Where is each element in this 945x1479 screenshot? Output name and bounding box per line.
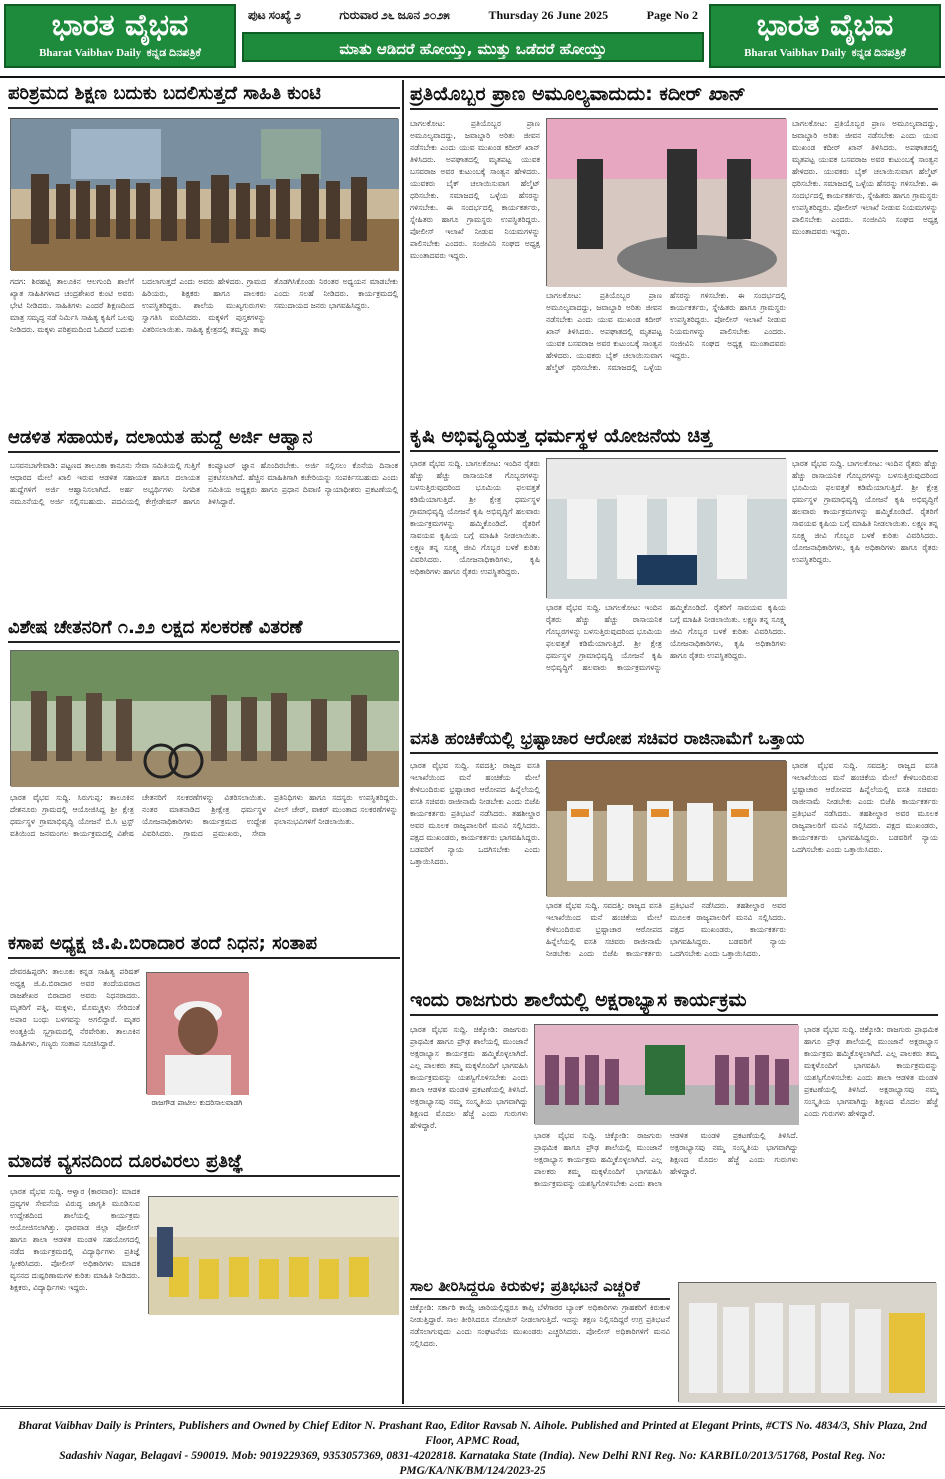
headline: ಆಡಳಿತ ಸಹಾಯಕ, ದಲಾಯತ ಹುದ್ದೆ ಅರ್ಜಿ ಆಹ್ವಾನ — [8, 428, 400, 453]
masthead-logo-right — [709, 4, 941, 68]
article-body: ಭಾರತ ವೈಭವ ಸುದ್ದಿ. ಸಿರುಗುಪ್ಪ: ತಾಲೂಕಿನ ದೇಶನೂರು ಗ್ರಾಮದಲ್ಲಿ ಆಯೋಜಿಸಿದ್ದ ಶ್ರೀ ಕ್ಷೇತ್ರ ಧರ್ಮಸ್ಥಳ ಗ್ರಾಮಾಭಿವೃದ್ಧಿ ಯೋಜನೆ ಬಿ.ಸಿ ಟ್ರಸ್ಟ್ ವತಿಯಿಂದ ಜನಮಂಗಲ ಕಾರ್ಯಕ್ರಮದಲ್ಲಿ ವಿಶೇಷ ಚೇತನರಿಗೆ ಸಲಕರಣೆಗಳನ್ನು ವಿತರಿಸಲಾಯಿತು. ನಂತರ ಮಾತನಾಡಿದ ಶ್ರೀಕ್ಷೇತ್ರ ಧರ್ಮಸ್ಥಳ ಯೋಜನಾಧಿಕಾರಿಗಳು ಕಾರ್ಯಕ್ರಮದ ಉದ್ದೇಶ ವಿವರಿಸಿದರು. ಗ್ರಾಮದ ಪ್ರಮುಖರು, ಸೇವಾ ಪ್ರತಿನಿಧಿಗಳು ಹಾಗೂ ಸದಸ್ಯರು ಉಪಸ್ಥಿತರಿದ್ದರು. ವೀಲ್ ಚೇರ್, ವಾಕರ್ ಮುಂತಾದ ಸಲಕರಣೆಗಳನ್ನು ಫಲಾನುಭವಿಗಳಿಗೆ ನೀಡಲಾಯಿತು. — [10, 793, 398, 838]
portrait-photo — [146, 972, 248, 1094]
headline: ಕೃಷಿ ಅಭಿವೃದ್ಧಿಯತ್ತ ಧರ್ಮಸ್ಥಳ ಯೋಜನೆಯ ಚಿತ್ತ — [410, 426, 938, 452]
page-number: Page No 2 — [646, 8, 698, 22]
logo-subtitle — [6, 46, 234, 60]
headline: ಪ್ರತಿಯೊಬ್ಬರ ಪ್ರಾಣ ಅಮೂಲ್ಯವಾದುದು: ಕದೀರ್ ಖಾನ್ — [410, 84, 938, 110]
column-divider — [402, 80, 404, 1404]
photo-image — [535, 1025, 799, 1125]
article-body-col2: ಬಾಗಲಕೋಟ: ಪ್ರತಿಯೊಬ್ಬರ ಪ್ರಾಣ ಅಮೂಲ್ಯವಾದದ್ದು, ಜವಾಬ್ದಾರಿ ಅರಿತು ಜೀವನ ನಡೆಸಬೇಕು ಎಂದು ಯುವ ಮುಖಂಡ ಕದೀರ್ ಖಾನ್ ತಿಳಿಸಿದರು. ಅಪಘಾತದಲ್ಲಿ ಮೃತಪಟ್ಟ ಯುವಕ ಬಸವರಾಜ ಅವರ ಕುಟುಂಬಕ್ಕೆ ಸಾಂತ್ವನ ಹೇಳಿದರು. ಯುವಕರು ಬೈಕ್ ಚಲಾಯಿಸುವಾಗ ಹೆಲ್ಮೆಟ್ ಧರಿಸಬೇಕು. ಸಮಾಜದಲ್ಲಿ ಒಳ್ಳೆಯ ಹೆಸರನ್ನು ಗಳಿಸಬೇಕು. ಈ ಸಂದರ್ಭದಲ್ಲಿ ಕಾರ್ಯಕರ್ತರು, ಸ್ನೇಹಿತರು ಹಾಗೂ ಗ್ರಾಮಸ್ಥರು ಉಪಸ್ಥಿತರಿದ್ದರು. ಪೋಲೀಸ್ ಇಲಾಖೆ ನೀಡುವ ನಿಯಮಗಳನ್ನು ಪಾಲಿಸಬೇಕು ಎಂದರು. ಸಂಜೀವಿನಿ ಸಂಘದ ಅಧ್ಯಕ್ಷ ಮುಂತಾದವರು ಇದ್ದರು. — [792, 119, 938, 236]
protest-photo — [546, 760, 786, 896]
headline: ಮಾದಕ ವ್ಯಸನದಿಂದ ದೂರವಿರಲು ಪ್ರತಿಜ್ಞೆ — [8, 1152, 400, 1177]
memorandum-photo — [678, 1282, 936, 1402]
logo-title: ಭಾರತ ವೈಭವ — [756, 8, 894, 43]
event-photo — [546, 458, 786, 598]
school-photo — [148, 1196, 398, 1314]
masthead-logo-left — [4, 4, 236, 68]
article-body-col1: ಭಾರತ ವೈಭವ ಸುದ್ದಿ. ಸವದತ್ತಿ: ರಾಜ್ಯದ ವಸತಿ ಇಲಾಖೆಯಿಂದ ಮನೆ ಹಂಚಿಕೆಯ ಮೇಲೆ ಕೇಳಿಬಂದಿರುವ ಭ್ರಷ್ಟಾಚಾರ ಆರೋಪದ ಹಿನ್ನೆಲೆಯಲ್ಲಿ ವಸತಿ ಸಚಿವರು ರಾಜೀನಾಮೆ ನೀಡಬೇಕು ಎಂದು ಬಿಜೆಪಿ ಕಾರ್ಯಕರ್ತರು ಪ್ರತಿಭಟನೆ ನಡೆಸಿದರು. ತಹಶೀಲ್ದಾರ ಅವರ ಮೂಲಕ ರಾಜ್ಯಪಾಲರಿಗೆ ಮನವಿ ಸಲ್ಲಿಸಿದರು. ಪಕ್ಷದ ಮುಖಂಡರು, ಕಾರ್ಯಕರ್ತರು ಭಾಗವಹಿಸಿದ್ದರು. ಬಡವರಿಗೆ ನ್ಯಾಯ ಒದಗಿಸಬೇಕು ಎಂದು ಒತ್ತಾಯಿಸಿದರು. — [410, 761, 540, 866]
headline: ಪರಿಶ್ರಮದ ಶಿಕ್ಷಣ ಬದುಕು ಬದಲಿಸುತ್ತದೆ ಸಾಹಿತಿ ಕುಂಟಿ — [8, 84, 400, 109]
article-education — [8, 84, 400, 424]
date-kannada: ಗುರುವಾರ ೨೬ ಜೂನ ೨೦೨೫ — [339, 8, 450, 22]
article-body-col1: ಬಾಗಲಕೋಟ: ಪ್ರತಿಯೊಬ್ಬರ ಪ್ರಾಣ ಅಮೂಲ್ಯವಾದದ್ದು, ಜವಾಬ್ದಾರಿ ಅರಿತು ಜೀವನ ನಡೆಸಬೇಕು ಎಂದು ಯುವ ಮುಖಂಡ ಕದೀರ್ ಖಾನ್ ತಿಳಿಸಿದರು. ಅಪಘಾತದಲ್ಲಿ ಮೃತಪಟ್ಟ ಯುವಕ ಬಸವರಾಜ ಅವರ ಕುಟುಂಬಕ್ಕೆ ಸಾಂತ್ವನ ಹೇಳಿದರು. ಯುವಕರು ಬೈಕ್ ಚಲಾಯಿಸುವಾಗ ಹೆಲ್ಮೆಟ್ ಧರಿಸಬೇಕು. ಸಮಾಜದಲ್ಲಿ ಒಳ್ಳೆಯ ಹೆಸರನ್ನು ಗಳಿಸಬೇಕು. ಈ ಸಂದರ್ಭದಲ್ಲಿ ಕಾರ್ಯಕರ್ತರು, ಸ್ನೇಹಿತರು ಹಾಗೂ ಗ್ರಾಮಸ್ಥರು ಉಪಸ್ಥಿತರಿದ್ದರು. ಪೋಲೀಸ್ ಇಲಾಖೆ ನೀಡುವ ನಿಯಮಗಳನ್ನು ಪಾಲಿಸಬೇಕು ಎಂದರು. ಸಂಜೀವಿನಿ ಸಂಘದ ಅಧ್ಯಕ್ಷ ಮುಂತಾದವರು ಇದ್ದರು. — [410, 119, 540, 260]
logo-sub-english: Bharat Vaibhav Daily — [744, 47, 847, 59]
logo-subtitle — [711, 46, 939, 60]
article-road-safety — [410, 84, 938, 420]
photo-image — [149, 1197, 399, 1315]
school-event-photo — [534, 1024, 798, 1124]
headline: ವಸತಿ ಹಂಚಿಕೆಯಲ್ಲಿ ಭ್ರಷ್ಟಾಚಾರ ಆರೋಪ ಸಚಿವರ ರಾಜಿನಾಮೆಗೆ ಒತ್ತಾಯ — [410, 730, 938, 754]
article-body-col1: ಭಾರತ ವೈಭವ ಸುದ್ದಿ. ಬಾಗಲಕೋಟ: ಇಂದಿನ ರೈತರು ಹೆಚ್ಚು ಹೆಚ್ಚು ರಾಸಾಯನಿಕ ಗೊಬ್ಬರಗಳನ್ನು ಬಳಸುತ್ತಿರುವುದರಿಂದ ಭೂಮಿಯ ಫಲವತ್ತತೆ ಕಡಿಮೆಯಾಗುತ್ತಿದೆ. ಶ್ರೀ ಕ್ಷೇತ್ರ ಧರ್ಮಸ್ಥಳ ಗ್ರಾಮಾಭಿವೃದ್ಧಿ ಯೋಜನೆ ಕೃಷಿ ಅಭಿವೃದ್ಧಿಗೆ ಹಲವಾರು ಕಾರ್ಯಕ್ರಮಗಳನ್ನು ಹಮ್ಮಿಕೊಂಡಿದೆ. ರೈತರಿಗೆ ಸಾವಯವ ಕೃಷಿಯ ಬಗ್ಗೆ ಮಾಹಿತಿ ನೀಡಲಾಯಿತು. ಲಕ್ಷ್ಮಣ ತನ್ನ ಸೂಕ್ಷ್ಮ ಜೀವಿ ಗೊಬ್ಬರ ಬಳಕೆ ಕುರಿತು ವಿವರಿಸಿದರು. ಯೋಜನಾಧಿಕಾರಿಗಳು, ಕೃಷಿ ಅಧಿಕಾರಿಗಳು ಹಾಗೂ ರೈತರು ಉಪಸ್ಥಿತರಿದ್ದರು. — [410, 459, 540, 576]
logo-sub-english: Bharat Vaibhav Daily — [39, 47, 142, 59]
photo-image — [679, 1283, 937, 1403]
imprint-footer — [0, 1406, 945, 1477]
headline: ಇಂದು ರಾಜಗುರು ಶಾಲೆಯಲ್ಲಿ ಅಕ್ಷರಾಭ್ಯಾಸ ಕಾರ್ಯಕ್ರಮ — [410, 990, 938, 1016]
photo-image — [11, 119, 399, 271]
tagline: ಮಾತು ಆಡಿದರೆ ಹೋಯ್ತು, ಮುತ್ತು ಒಡೆದರೆ ಹೋಯ್ತು — [242, 32, 704, 62]
article-body-col3: ಭಾರತ ವೈಭವ ಸುದ್ದಿ. ಚಿಕ್ಕೋಡಿ: ರಾಜಗುರು ಪ್ರಾಥಮಿಕ ಹಾಗೂ ಪ್ರೌಢ ಶಾಲೆಯಲ್ಲಿ ಮುಂಜಾನೆ ಅಕ್ಷರಾಭ್ಯಾಸ ಕಾರ್ಯಕ್ರಮ ಹಮ್ಮಿಕೊಳ್ಳಲಾಗಿದೆ. ಎಲ್ಲ ಪಾಲಕರು ತಮ್ಮ ಮಕ್ಕಳೊಂದಿಗೆ ಭಾಗವಹಿಸಿ ಕಾರ್ಯಕ್ರಮವನ್ನು ಯಶಸ್ವಿಗೊಳಿಸಬೇಕು ಎಂದು ಶಾಲಾ ಆಡಳಿತ ಮಂಡಳಿ ಪ್ರಕಟಣೆಯಲ್ಲಿ ತಿಳಿಸಿದೆ. ಅಕ್ಷರಾಭ್ಯಾಸವು ನಮ್ಮ ಸಂಸ್ಕೃತಿಯ ಭಾಗವಾಗಿದ್ದು ಶಿಕ್ಷಣದ ಮೊದಲ ಹೆಜ್ಜೆ ಎಂದು ಗುರುಗಳು ಹೇಳಿದ್ದಾರೆ. — [534, 1131, 798, 1188]
masthead-center — [242, 4, 704, 68]
group-photo — [10, 118, 398, 270]
imprint-line-2: Sadashiv Nagar, Belagavi - 590019. Mob: 9019229369, 9353057369, 0831-4202818. Karnataka State (India). New Delhi RNI Reg. No: KARBIL0/2013/51768, Postal Reg. No: PMG/KA/NK/BM/124/2023-25 — [59, 1450, 886, 1477]
photo-image — [11, 651, 399, 787]
logo-title: ಭಾರತ ವೈಭವ — [51, 8, 189, 43]
photo-image — [547, 119, 787, 287]
article-obituary — [8, 934, 400, 1148]
article-body: ದೇವರಹಿಪ್ಪರಗಿ: ತಾಲೂಕು ಕನ್ನಡ ಸಾಹಿತ್ಯ ಪರಿಷತ್ ಅಧ್ಯಕ್ಷ ಜಿ.ಪಿ.ಬಿರಾದಾರ ಅವರ ತಂದೆಯವರಾದ ರಾಜಶೇಖರ ಬಿರಾದಾರ ಅವರು ನಿಧನರಾದರು. ಮೃತರಿಗೆ ಪತ್ನಿ, ಮಕ್ಕಳು, ಮೊಮ್ಮಕ್ಕಳು ಸೇರಿದಂತೆ ಅಪಾರ ಬಂಧು ಬಳಗವನ್ನು ಅಗಲಿದ್ದಾರೆ. ಮೃತರ ಅಂತ್ಯಕ್ರಿಯೆ ಸ್ವಗ್ರಾಮದಲ್ಲಿ ನೆರವೇರಿತು. ತಾಲೂಕಿನ ಸಾಹಿತಿಗಳು, ಗಣ್ಯರು ಸಂತಾಪ ಸೂಚಿಸಿದ್ದಾರೆ. — [10, 967, 140, 1048]
article-body-col3: ಭಾರತ ವೈಭವ ಸುದ್ದಿ. ಬಾಗಲಕೋಟ: ಇಂದಿನ ರೈತರು ಹೆಚ್ಚು ಹೆಚ್ಚು ರಾಸಾಯನಿಕ ಗೊಬ್ಬರಗಳನ್ನು ಬಳಸುತ್ತಿರುವುದರಿಂದ ಭೂಮಿಯ ಫಲವತ್ತತೆ ಕಡಿಮೆಯಾಗುತ್ತಿದೆ. ಶ್ರೀ ಕ್ಷೇತ್ರ ಧರ್ಮಸ್ಥಳ ಗ್ರಾಮಾಭಿವೃದ್ಧಿ ಯೋಜನೆ ಕೃಷಿ ಅಭಿವೃದ್ಧಿಗೆ ಹಲವಾರು ಕಾರ್ಯಕ್ರಮಗಳನ್ನು ಹಮ್ಮಿಕೊಂಡಿದೆ. ರೈತರಿಗೆ ಸಾವಯವ ಕೃಷಿಯ ಬಗ್ಗೆ ಮಾಹಿತಿ ನೀಡಲಾಯಿತು. ಲಕ್ಷ್ಮಣ ತನ್ನ ಸೂಕ್ಷ್ಮ ಜೀವಿ ಗೊಬ್ಬರ ಬಳಕೆ ಕುರಿತು ವಿವರಿಸಿದರು. ಯೋಜನಾಧಿಕಾರಿಗಳು, ಕೃಷಿ ಅಧಿಕಾರಿಗಳು ಹಾಗೂ ರೈತರು ಉಪಸ್ಥಿತರಿದ್ದರು. — [546, 603, 786, 672]
headline: ಕಸಾಪ ಅಧ್ಯಕ್ಷ ಜಿ.ಪಿ.ಬಿರಾದಾರ ತಂದೆ ನಿಧನ; ಸಂತಾಪ — [8, 934, 400, 959]
logo-sub-kannada: ಕನ್ನಡ ದಿನಪತ್ರಿಕೆ — [851, 47, 906, 59]
group-photo — [10, 650, 398, 786]
article-body: ಗದಗ: ಶಿರಹಟ್ಟಿ ತಾಲೂಕಿನ ಆಲಗುಂದಿ ಶಾಲೆಗೆ ಖ್ಯಾತ ಸಾಹಿತಿಗಳಾದ ಚಂದ್ರಶೇಖರ ಕುಂಟಿ ಅವರು ಭೇಟಿ ನೀಡಿದರು. ಸಾಹಿತಿಗಳು ಎಂದರೆ ಶಿಕ್ಷಣದಿಂದ ಮಾತ್ರ ಸಮೃದ್ಧ ನಡೆ ನಿರ್ಮಿಸಿ ಸಾಹಿತ್ಯ ಕೃಷಿಗೆ ಒಲವು ನೀಡಿದರು. ಮಕ್ಕಳು ಪರಿಶ್ರಮದಿಂದ ಓದಿದರೆ ಬದುಕು ಬದಲಾಗುತ್ತದೆ ಎಂದು ಅವರು ಹೇಳಿದರು. ಗ್ರಾಮದ ಹಿರಿಯರು, ಶಿಕ್ಷಕರು ಹಾಗೂ ಪಾಲಕರು ಉಪಸ್ಥಿತರಿದ್ದರು. ಶಾಲೆಯ ಮುಖ್ಯಗುರುಗಳು ಸ್ವಾಗತಿಸಿ ವಂದಿಸಿದರು. ಮಕ್ಕಳಿಗೆ ಪುಸ್ತಕಗಳನ್ನು ವಿತರಿಸಲಾಯಿತು. ಸಾಹಿತ್ಯ ಕ್ಷೇತ್ರದಲ್ಲಿ ತಮ್ಮನ್ನು ತಾವು ತೊಡಗಿಸಿಕೊಂಡು ನಿರಂತರ ಅಧ್ಯಯನ ಮಾಡಬೇಕು ಎಂದು ಸಲಹೆ ನೀಡಿದರು. ಕಾರ್ಯಕ್ರಮದಲ್ಲಿ ಸಮುದಾಯದ ಜನರು ಭಾಗವಹಿಸಿದ್ದರು. — [10, 277, 398, 334]
headline: ಸಾಲ ತೀರಿಸಿದ್ದರೂ ಕಿರುಕುಳ; ಪ್ರತಿಭಟನೆ ಎಚ್ಚರಿಕೆ — [410, 1278, 670, 1300]
article-agriculture — [410, 426, 938, 724]
imprint-line-1: Bharat Vaibhav Daily is Printers, Publishers and Owned by Chief Editor N. Prashant Rao, Editor Ravsab N. Aihole. Published and Printed at Elegant Prints, #CTS No. 4834/3, Shiv Plaza, 2nd Floor, APMC Road, — [18, 1420, 927, 1447]
article-equipment — [8, 618, 400, 928]
article-body-col3: ಬಾಗಲಕೋಟ: ಪ್ರತಿಯೊಬ್ಬರ ಪ್ರಾಣ ಅಮೂಲ್ಯವಾದದ್ದು, ಜವಾಬ್ದಾರಿ ಅರಿತು ಜೀವನ ನಡೆಸಬೇಕು ಎಂದು ಯುವ ಮುಖಂಡ ಕದೀರ್ ಖಾನ್ ತಿಳಿಸಿದರು. ಅಪಘಾತದಲ್ಲಿ ಮೃತಪಟ್ಟ ಯುವಕ ಬಸವರಾಜ ಅವರ ಕುಟುಂಬಕ್ಕೆ ಸಾಂತ್ವನ ಹೇಳಿದರು. ಯುವಕರು ಬೈಕ್ ಚಲಾಯಿಸುವಾಗ ಹೆಲ್ಮೆಟ್ ಧರಿಸಬೇಕು. ಸಮಾಜದಲ್ಲಿ ಒಳ್ಳೆಯ ಹೆಸರನ್ನು ಗಳಿಸಬೇಕು. ಈ ಸಂದರ್ಭದಲ್ಲಿ ಕಾರ್ಯಕರ್ತರು, ಸ್ನೇಹಿತರು ಹಾಗೂ ಗ್ರಾಮಸ್ಥರು ಉಪಸ್ಥಿತರಿದ್ದರು. ಪೋಲೀಸ್ ಇಲಾಖೆ ನೀಡುವ ನಿಯಮಗಳನ್ನು ಪಾಲಿಸಬೇಕು ಎಂದರು. ಸಂಜೀವಿನಿ ಸಂಘದ ಅಧ್ಯಕ್ಷ ಮುಂತಾದವರು ಇದ್ದರು. — [546, 291, 786, 372]
article-body-col2: ಭಾರತ ವೈಭವ ಸುದ್ದಿ. ಸವದತ್ತಿ: ರಾಜ್ಯದ ವಸತಿ ಇಲಾಖೆಯಿಂದ ಮನೆ ಹಂಚಿಕೆಯ ಮೇಲೆ ಕೇಳಿಬಂದಿರುವ ಭ್ರಷ್ಟಾಚಾರ ಆರೋಪದ ಹಿನ್ನೆಲೆಯಲ್ಲಿ ವಸತಿ ಸಚಿವರು ರಾಜೀನಾಮೆ ನೀಡಬೇಕು ಎಂದು ಬಿಜೆಪಿ ಕಾರ್ಯಕರ್ತರು ಪ್ರತಿಭಟನೆ ನಡೆಸಿದರು. ತಹಶೀಲ್ದಾರ ಅವರ ಮೂಲಕ ರಾಜ್ಯಪಾಲರಿಗೆ ಮನವಿ ಸಲ್ಲಿಸಿದರು. ಪಕ್ಷದ ಮುಖಂಡರು, ಕಾರ್ಯಕರ್ತರು ಭಾಗವಹಿಸಿದ್ದರು. ಬಡವರಿಗೆ ನ್ಯಾಯ ಒದಗಿಸಬೇಕು ಎಂದು ಒತ್ತಾಯಿಸಿದರು. — [792, 761, 938, 854]
photo-image — [547, 761, 787, 897]
photo-caption: ರಾಜಗೌಡ ಪಾಟೀಲ ಕುದರಿಸಾಲವಾಡಗಿ — [151, 1098, 243, 1107]
article-body-col2: ಭಾರತ ವೈಭವ ಸುದ್ದಿ. ಬಾಗಲಕೋಟ: ಇಂದಿನ ರೈತರು ಹೆಚ್ಚು ಹೆಚ್ಚು ರಾಸಾಯನಿಕ ಗೊಬ್ಬರಗಳನ್ನು ಬಳಸುತ್ತಿರುವುದರಿಂದ ಭೂಮಿಯ ಫಲವತ್ತತೆ ಕಡಿಮೆಯಾಗುತ್ತಿದೆ. ಶ್ರೀ ಕ್ಷೇತ್ರ ಧರ್ಮಸ್ಥಳ ಗ್ರಾಮಾಭಿವೃದ್ಧಿ ಯೋಜನೆ ಕೃಷಿ ಅಭಿವೃದ್ಧಿಗೆ ಹಲವಾರು ಕಾರ್ಯಕ್ರಮಗಳನ್ನು ಹಮ್ಮಿಕೊಂಡಿದೆ. ರೈತರಿಗೆ ಸಾವಯವ ಕೃಷಿಯ ಬಗ್ಗೆ ಮಾಹಿತಿ ನೀಡಲಾಯಿತು. ಲಕ್ಷ್ಮಣ ತನ್ನ ಸೂಕ್ಷ್ಮ ಜೀವಿ ಗೊಬ್ಬರ ಬಳಕೆ ಕುರಿತು ವಿವರಿಸಿದರು. ಯೋಜನಾಧಿಕಾರಿಗಳು, ಕೃಷಿ ಅಧಿಕಾರಿಗಳು ಹಾಗೂ ರೈತರು ಉಪಸ್ಥಿತರಿದ್ದರು. — [792, 459, 938, 564]
article-drug-awareness — [8, 1152, 400, 1402]
photo-image — [147, 973, 249, 1095]
article-body-col1: ಭಾರತ ವೈಭವ ಸುದ್ದಿ. ಚಿಕ್ಕೋಡಿ: ರಾಜಗುರು ಪ್ರಾಥಮಿಕ ಹಾಗೂ ಪ್ರೌಢ ಶಾಲೆಯಲ್ಲಿ ಮುಂಜಾನೆ ಅಕ್ಷರಾಭ್ಯಾಸ ಕಾರ್ಯಕ್ರಮ ಹಮ್ಮಿಕೊಳ್ಳಲಾಗಿದೆ. ಎಲ್ಲ ಪಾಲಕರು ತಮ್ಮ ಮಕ್ಕಳೊಂದಿಗೆ ಭಾಗವಹಿಸಿ ಕಾರ್ಯಕ್ರಮವನ್ನು ಯಶಸ್ವಿಗೊಳಿಸಬೇಕು ಎಂದು ಶಾಲಾ ಆಡಳಿತ ಮಂಡಳಿ ಪ್ರಕಟಣೆಯಲ್ಲಿ ತಿಳಿಸಿದೆ. ಅಕ್ಷರಾಭ್ಯಾಸವು ನಮ್ಮ ಸಂಸ್ಕೃತಿಯ ಭಾಗವಾಗಿದ್ದು ಶಿಕ್ಷಣದ ಮೊದಲ ಹೆಜ್ಜೆ ಎಂದು ಗುರುಗಳು ಹೇಳಿದ್ದಾರೆ. — [410, 1025, 528, 1130]
masthead — [0, 0, 945, 78]
article-school-event — [410, 990, 938, 1272]
dateline — [242, 4, 704, 26]
photo-image — [547, 459, 787, 599]
date-english: Thursday 26 June 2025 — [488, 8, 609, 22]
article-protest — [410, 730, 938, 984]
article-body-col2: ಭಾರತ ವೈಭವ ಸುದ್ದಿ. ಚಿಕ್ಕೋಡಿ: ರಾಜಗುರು ಪ್ರಾಥಮಿಕ ಹಾಗೂ ಪ್ರೌಢ ಶಾಲೆಯಲ್ಲಿ ಮುಂಜಾನೆ ಅಕ್ಷರಾಭ್ಯಾಸ ಕಾರ್ಯಕ್ರಮ ಹಮ್ಮಿಕೊಳ್ಳಲಾಗಿದೆ. ಎಲ್ಲ ಪಾಲಕರು ತಮ್ಮ ಮಕ್ಕಳೊಂದಿಗೆ ಭಾಗವಹಿಸಿ ಕಾರ್ಯಕ್ರಮವನ್ನು ಯಶಸ್ವಿಗೊಳಿಸಬೇಕು ಎಂದು ಶಾಲಾ ಆಡಳಿತ ಮಂಡಳಿ ಪ್ರಕಟಣೆಯಲ್ಲಿ ತಿಳಿಸಿದೆ. ಅಕ್ಷರಾಭ್ಯಾಸವು ನಮ್ಮ ಸಂಸ್ಕೃತಿಯ ಭಾಗವಾಗಿದ್ದು ಶಿಕ್ಷಣದ ಮೊದಲ ಹೆಜ್ಜೆ ಎಂದು ಗುರುಗಳು ಹೇಳಿದ್ದಾರೆ. — [804, 1025, 938, 1118]
article-body: ಚಿಕ್ಕೋಡಿ: ಸರ್ಕಾರಿ ಕಾಯ್ದೆ ಜಾರಿಯಲ್ಲಿದ್ದರೂ ಕಾಪ್ಸಿ ಬೆಳೆಗಾರರ ಬ್ಯಾಂಕ್ ಅಧಿಕಾರಿಗಳು ಗ್ರಾಹಕರಿಗೆ ಕಿರುಕುಳ ನೀಡುತ್ತಿದ್ದಾರೆ. ಸಾಲ ತೀರಿಸಿದರೂ ನೋಟೀಸ್ ನೀಡಲಾಗುತ್ತಿದೆ. ಇದನ್ನು ತಕ್ಷಣ ನಿಲ್ಲಿಸದಿದ್ದರೆ ಉಗ್ರ ಪ್ರತಿಭಟನೆ ನಡೆಸಲಾಗುವುದು ಎಂದು ಸಂಘಟನೆಯ ಮುಖಂಡರು ಎಚ್ಚರಿಸಿದರು. ಪೋಲೀಸ್ ಅಧಿಕಾರಿಗಳಿಗೆ ಮನವಿ ಸಲ್ಲಿಸಿದರು. — [410, 1303, 670, 1348]
logo-sub-kannada: ಕನ್ನಡ ದಿನಪತ್ರಿಕೆ — [146, 47, 201, 59]
article-body-col3: ಭಾರತ ವೈಭವ ಸುದ್ದಿ. ಸವದತ್ತಿ: ರಾಜ್ಯದ ವಸತಿ ಇಲಾಖೆಯಿಂದ ಮನೆ ಹಂಚಿಕೆಯ ಮೇಲೆ ಕೇಳಿಬಂದಿರುವ ಭ್ರಷ್ಟಾಚಾರ ಆರೋಪದ ಹಿನ್ನೆಲೆಯಲ್ಲಿ ವಸತಿ ಸಚಿವರು ರಾಜೀನಾಮೆ ನೀಡಬೇಕು ಎಂದು ಬಿಜೆಪಿ ಕಾರ್ಯಕರ್ತರು ಪ್ರತಿಭಟನೆ ನಡೆಸಿದರು. ತಹಶೀಲ್ದಾರ ಅವರ ಮೂಲಕ ರಾಜ್ಯಪಾಲರಿಗೆ ಮನವಿ ಸಲ್ಲಿಸಿದರು. ಪಕ್ಷದ ಮುಖಂಡರು, ಕಾರ್ಯಕರ್ತರು ಭಾಗವಹಿಸಿದ್ದರು. ಬಡವರಿಗೆ ನ್ಯಾಯ ಒದಗಿಸಬೇಕು ಎಂದು ಒತ್ತಾಯಿಸಿದರು. — [546, 901, 786, 958]
article-job-notice — [8, 428, 400, 614]
headline: ವಿಶೇಷ ಚೇತನರಿಗೆ ೧.೨೨ ಲಕ್ಷದ ಸಲಕರಣೆ ವಿತರಣೆ — [8, 618, 400, 643]
event-photo — [546, 118, 786, 286]
article-loan-harassment — [410, 1278, 938, 1404]
article-body: ಬಸವನಬಾಗೇವಾಡಿ: ಪಟ್ಟಣದ ತಾಲೂಕಾ ಕಾನೂನು ಸೇವಾ ಸಮಿತಿಯಲ್ಲಿ ಗುತ್ತಿಗೆ ಆಧಾರದ ಮೇಲೆ ಖಾಲಿ ಇರುವ ಆಡಳಿತ ಸಹಾಯಕ ಹಾಗೂ ದಲಾಯತ ಹುದ್ದೆಗಳಿಗೆ ಅರ್ಜಿ ಆಹ್ವಾನಿಸಲಾಗಿದೆ. ಅರ್ಹ ಅಭ್ಯರ್ಥಿಗಳು ನಿಗದಿತ ನಮೂನೆಯಲ್ಲಿ ಅರ್ಜಿ ಸಲ್ಲಿಸಬಹುದು. ಪದವಿಯಲ್ಲಿ ಕೇಗ್ರೇಡೇಷನ್ ಹಾಗೂ ಕಂಪ್ಯೂಟರ್ ಜ್ಞಾನ ಹೊಂದಿರಬೇಕು. ಅರ್ಜಿ ಸಲ್ಲಿಸಲು ಕೊನೆಯ ದಿನಾಂಕ ಪ್ರಕಟಿಸಲಾಗಿದೆ. ಹೆಚ್ಚಿನ ಮಾಹಿತಿಗಾಗಿ ಕಚೇರಿಯನ್ನು ಸಂಪರ್ಕಿಸಬಹುದು ಎಂದು ಸಮಿತಿಯ ಅಧ್ಯಕ್ಷರು ಹಾಗೂ ಪ್ರಧಾನ ದಿವಾಣಿ ನ್ಯಾಯಾಧೀಶರು ಪ್ರಕಟಣೆಯಲ್ಲಿ ತಿಳಿಸಿದ್ದಾರೆ. — [10, 461, 398, 506]
issue-number: ಪುಟ ಸಂಖ್ಯೆ ೨ — [248, 8, 301, 22]
article-body: ಭಾರತ ವೈಭವ ಸುದ್ದಿ. ಆಳ್ವಾರ (ಕಾರವಾರ): ಮಾದಕ ದ್ರವ್ಯಗಳ ಸೇವನೆಯ ವಿರುದ್ಧ ಜಾಗೃತಿ ಮೂಡಿಸುವ ಉದ್ದೇಶದಿಂದ ಶಾಲೆಯಲ್ಲಿ ಕಾರ್ಯಕ್ರಮ ಆಯೋಜಿಸಲಾಗಿತ್ತು. ಧಾರವಾಡ ಜಿಲ್ಲಾ ಪೋಲೀಸ್ ಹಾಗೂ ಶಾಲಾ ಆಡಳಿತ ಮಂಡಳಿ ಸಹಯೋಗದಲ್ಲಿ ನಡೆದ ಕಾರ್ಯಕ್ರಮದಲ್ಲಿ ವಿದ್ಯಾರ್ಥಿಗಳು ಪ್ರತಿಜ್ಞೆ ಸ್ವೀಕರಿಸಿದರು. ಪೋಲೀಸ್ ಅಧಿಕಾರಿಗಳು ಮಾದಕ ವ್ಯಸನದ ದುಷ್ಪರಿಣಾಮಗಳ ಕುರಿತು ಮಾಹಿತಿ ನೀಡಿದರು. ಶಿಕ್ಷಕರು, ವಿದ್ಯಾರ್ಥಿಗಳು ಇದ್ದರು. — [10, 1187, 140, 1292]
